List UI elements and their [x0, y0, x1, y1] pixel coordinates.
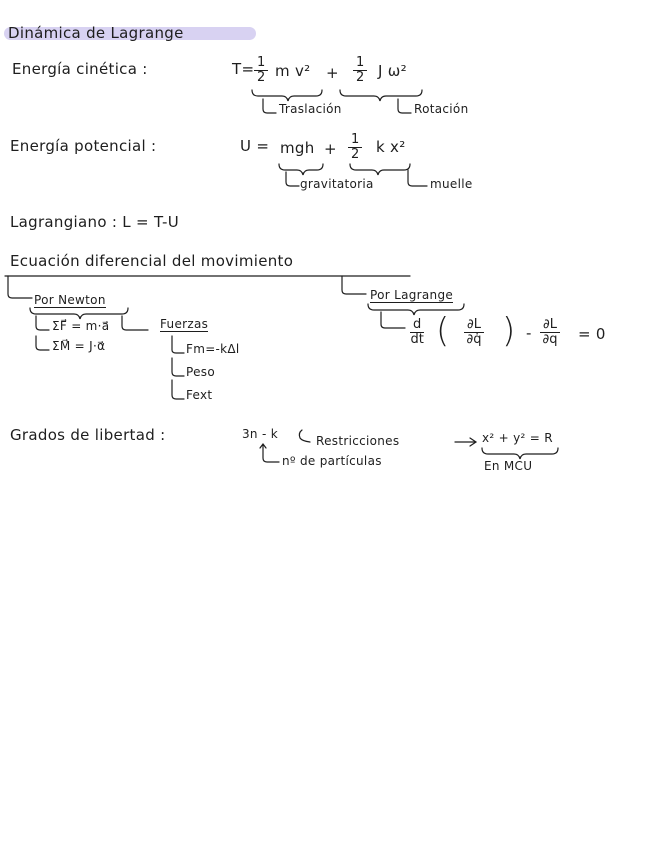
- example-note: En MCU: [484, 459, 533, 473]
- arrow-icon: [36, 316, 49, 330]
- arrow-icon: [381, 312, 405, 328]
- numerator: ∂L: [464, 318, 484, 333]
- left-paren: (: [436, 311, 450, 351]
- note-translation: Traslación: [279, 102, 342, 116]
- dof-expr: 3n - k: [242, 427, 278, 441]
- numerator: d: [410, 318, 424, 333]
- arrow-icon: [398, 99, 411, 113]
- denominator: dt: [410, 331, 424, 347]
- potential-term2: k x²: [376, 138, 406, 156]
- motion-heading: Ecuación diferencial del movimiento: [10, 252, 294, 270]
- brace-icon: [350, 164, 410, 175]
- arrow-icon: [342, 276, 366, 294]
- forces-label: Fuerzas: [160, 317, 209, 331]
- newton-eq1: ΣF⃗ = m·a⃗: [52, 319, 110, 333]
- arrow-icon: [260, 444, 279, 462]
- potential-label: Energía potencial :: [10, 137, 157, 155]
- denominator: 2: [356, 69, 365, 85]
- note-rotation: Rotación: [414, 102, 469, 116]
- arrow-icon: [286, 172, 299, 186]
- kinetic-term1: m v²: [275, 62, 311, 80]
- equals-zero: = 0: [578, 325, 606, 343]
- kinetic-lhs: T=: [232, 60, 255, 78]
- denominator: ∂q: [542, 331, 558, 347]
- brace-icon: [340, 90, 422, 101]
- force-item: Fm=-kΔl: [186, 342, 240, 356]
- plus: +: [324, 140, 337, 158]
- page-title: Dinámica de Lagrange: [8, 24, 184, 42]
- arrow-icon: [172, 336, 184, 353]
- potential-lhs: U =: [240, 137, 270, 155]
- newton-eq2: ΣM⃗ = J·α⃗: [52, 339, 106, 353]
- plus: +: [326, 64, 339, 82]
- denominator: ∂q̇: [466, 331, 482, 347]
- numerator: ∂L: [540, 318, 560, 333]
- arrow-icon: [299, 430, 310, 442]
- arrow-icon: [408, 170, 427, 186]
- right-paren: ): [502, 311, 516, 351]
- note-gravitational: gravitatoria: [300, 177, 374, 191]
- restriction-example: x² + y² = R: [482, 431, 553, 445]
- lagrangian: Lagrangiano : L = T-U: [10, 213, 180, 231]
- brace-icon: [30, 308, 128, 319]
- minus: -: [526, 324, 532, 342]
- numerator: 1: [353, 56, 367, 71]
- dof-label: Grados de libertad :: [10, 426, 166, 444]
- force-item: Fext: [186, 388, 213, 402]
- arrow-icon: [36, 336, 49, 350]
- arrow-right-icon: [455, 438, 476, 446]
- by-lagrange: Por Lagrange: [370, 288, 454, 302]
- brace-icon: [368, 304, 464, 315]
- note-spring: muelle: [430, 177, 473, 191]
- potential-term1: mgh: [280, 139, 315, 157]
- arrow-icon: [122, 316, 148, 330]
- arrow-icon: [172, 358, 184, 376]
- kinetic-label: Energía cinética :: [12, 60, 148, 78]
- numerator: 1: [348, 133, 362, 148]
- brace-icon: [482, 448, 558, 459]
- kinetic-term2: J ω²: [378, 62, 407, 80]
- arrow-icon: [8, 276, 32, 298]
- numerator: 1: [254, 56, 268, 71]
- particles-note: nº de partículas: [282, 454, 382, 468]
- by-newton: Por Newton: [34, 293, 106, 307]
- denominator: 2: [257, 69, 266, 85]
- restrictions: Restricciones: [316, 434, 400, 448]
- denominator: 2: [351, 146, 360, 162]
- arrow-icon: [263, 99, 276, 113]
- arrow-icon: [172, 380, 184, 399]
- force-item: Peso: [186, 365, 215, 379]
